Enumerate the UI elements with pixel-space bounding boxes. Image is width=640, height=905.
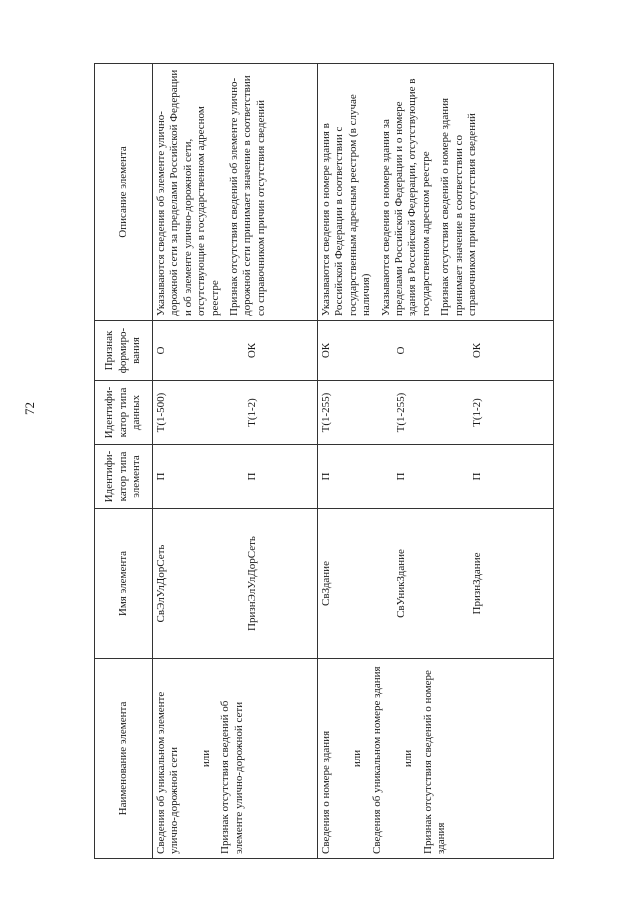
or-separator: или [199,749,212,768]
datatype-building: T(1-255) [319,392,332,433]
name-building: СвЗдание [319,561,332,606]
formation-unique-building: О [395,346,408,355]
element-table [94,63,554,859]
header-description: Описание элемента [95,64,153,321]
header-data-type: Идентифи-катор типа данных [95,381,153,445]
datatype-street-element: T(1-500) [155,392,167,433]
table-row-group-building [317,64,553,859]
cell-element-types [153,445,318,509]
eltype-street-absence: П [246,472,259,481]
label-street-absence: Признак отсутствия сведений об элементе улично-дорожной сети [219,700,245,854]
cell-labels [317,659,553,859]
cell-formations [317,321,553,381]
header-element-label: Наименование элемента [95,659,153,859]
datatype-unique-building: T(1-255) [395,392,408,433]
name-building-absence: ПризнЗдание [470,552,483,615]
cell-names [317,509,553,659]
label-street-element: Сведения об уникальном элементе улично-дорожной сети [155,691,181,854]
name-unique-building: СвУникЗдание [395,549,408,618]
description-street-element: Указываются сведения об элементе улично-дорожной сети за пределами Российской Федерации и об элементе улично-дорожной сети, отсутствующие в государственном адресном реестре [155,69,221,316]
formation-street-element: О [155,346,167,355]
eltype-building: П [319,472,332,481]
datatype-street-absence: T(1-2) [246,398,259,427]
label-unique-building: Сведения об уникальном номере здания [370,666,383,854]
label-building-absence: Признак отсутствия сведений о номере здания [421,670,447,854]
formation-building-absence: ОК [470,342,483,359]
cell-descriptions [317,64,553,321]
element-table-rotated [94,64,554,859]
page-number: 72 [22,402,37,415]
eltype-unique-building: П [395,472,408,481]
table-row-group-street [153,64,318,859]
cell-labels [153,659,318,859]
description-street-absence: Признак отсутствия сведений об элементе улично-дорожной сети принимает значение в соответствии со справочником причин отсутствия сведений [228,75,267,316]
header-element-name: Имя элемента [95,509,153,659]
header-formation: Признак формиро-вания [95,321,153,381]
cell-descriptions [153,64,318,321]
cell-formations [153,321,318,381]
datatype-building-absence: T(1-2) [470,398,483,427]
cell-element-types [317,445,553,509]
or-separator: или [402,749,415,768]
name-street-element: СвЭлУлДорСеть [155,544,167,623]
cell-data-types [317,381,553,445]
formation-street-absence: ОК [246,342,259,359]
description-building-absence: Признак отсутствия сведений о номере здания принимает значение в соответствии со справочником причин отсутствия сведений [439,97,478,316]
description-unique-building: Указываются сведения о номере здания за пределами Российской Федерации и о номере здания в Российской Федерации, отсутствующие в государственном адресном реестре [379,78,432,316]
name-street-absence: ПризнЭлУлДорСеть [246,536,259,631]
formation-building: ОК [319,342,332,359]
cell-names [153,509,318,659]
label-building: Сведения о номере здания [319,730,332,854]
header-row [95,64,153,859]
description-building: Указываются сведения о номере здания в Российской Федерации в соответствии с государственным адресным реестром (в случае наличия) [319,94,373,316]
eltype-street-element: П [155,472,167,481]
eltype-building-absence: П [470,472,483,481]
cell-data-types [153,381,318,445]
or-separator: или [351,749,364,768]
header-element-type: Идентифи-катор типа элемента [95,445,153,509]
